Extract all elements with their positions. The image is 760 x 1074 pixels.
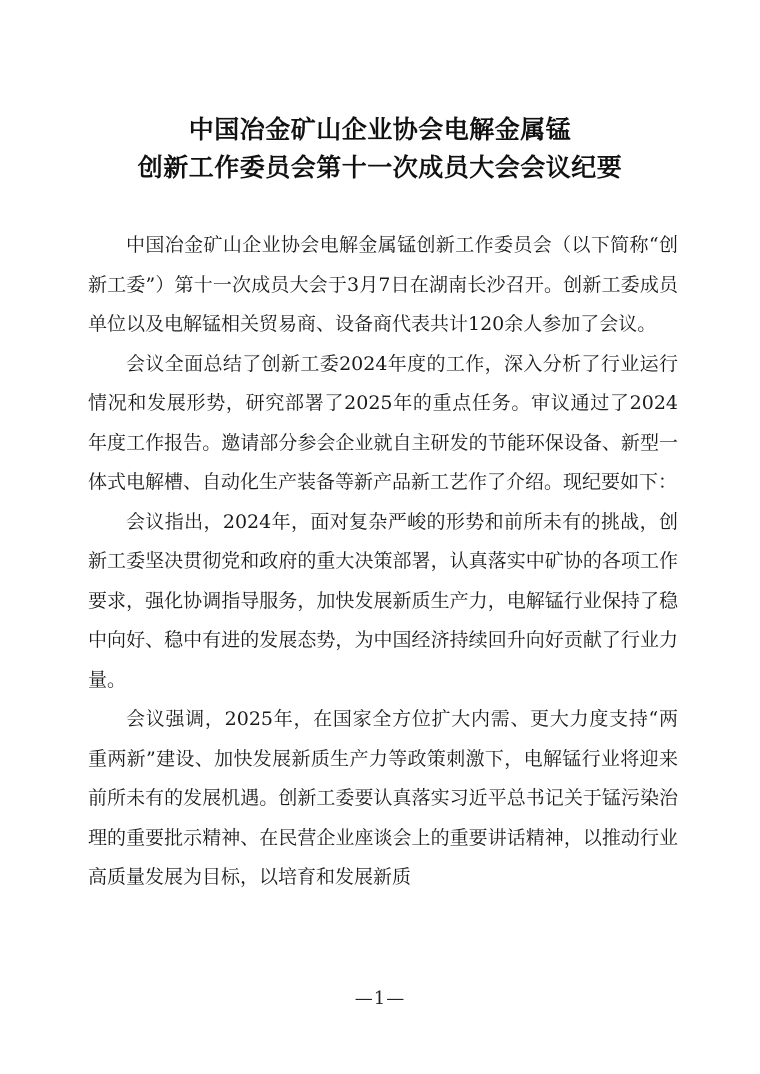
document-body bbox=[88, 226, 678, 898]
paragraph-2025-outlook: 会议强调，2025年，在国家全方位扩大内需、更大力度支持“两重两新”建设、加快发展新质生产力等政策刺激下，电解锰行业将迎来前所未有的发展机遇。创新工委要认真落实习近平总书记关于锰污染治理的重要批示精神、在民营企业座谈会上的重要讲话精神，以推动行业高质量发展为目标，以培育和发展新质 bbox=[88, 708, 678, 888]
document-title-line-2: 创新工作委员会第十一次成员大会会议纪要 bbox=[137, 153, 623, 182]
paragraph-intro: 中国冶金矿山企业协会电解金属锰创新工作委员会（以下简称“创新工委”）第十一次成员大会于3月7日在湖南长沙召开。创新工委成员单位以及电解锰相关贸易商、设备商代表共计120余人参加了会议。 bbox=[88, 234, 678, 335]
document-title-line-1: 中国冶金矿山企业协会电解金属锰 bbox=[188, 115, 572, 144]
paragraph-summary: 会议全面总结了创新工委2024年度的工作，深入分析了行业运行情况和发展形势，研究部署了2025年的重点任务。审议通过了2024年度工作报告。邀请部分参会企业就自主研发的节能环保设备、新型一体式电解槽、自动化生产装备等新产品新工艺作了介绍。现纪要如下： bbox=[88, 352, 678, 493]
paragraph-2024-review: 会议指出，2024年，面对复杂严峻的形势和前所未有的挑战，创新工委坚决贯彻党和政府的重大决策部署，认真落实中矿协的各项工作要求，强化协调指导服务，加快发展新质生产力，电解锰行业保持了稳中向好、稳中有进的发展态势，为中国经济持续回升向好贡献了行业力量。 bbox=[88, 510, 678, 691]
page-number: —1— bbox=[354, 988, 406, 1009]
